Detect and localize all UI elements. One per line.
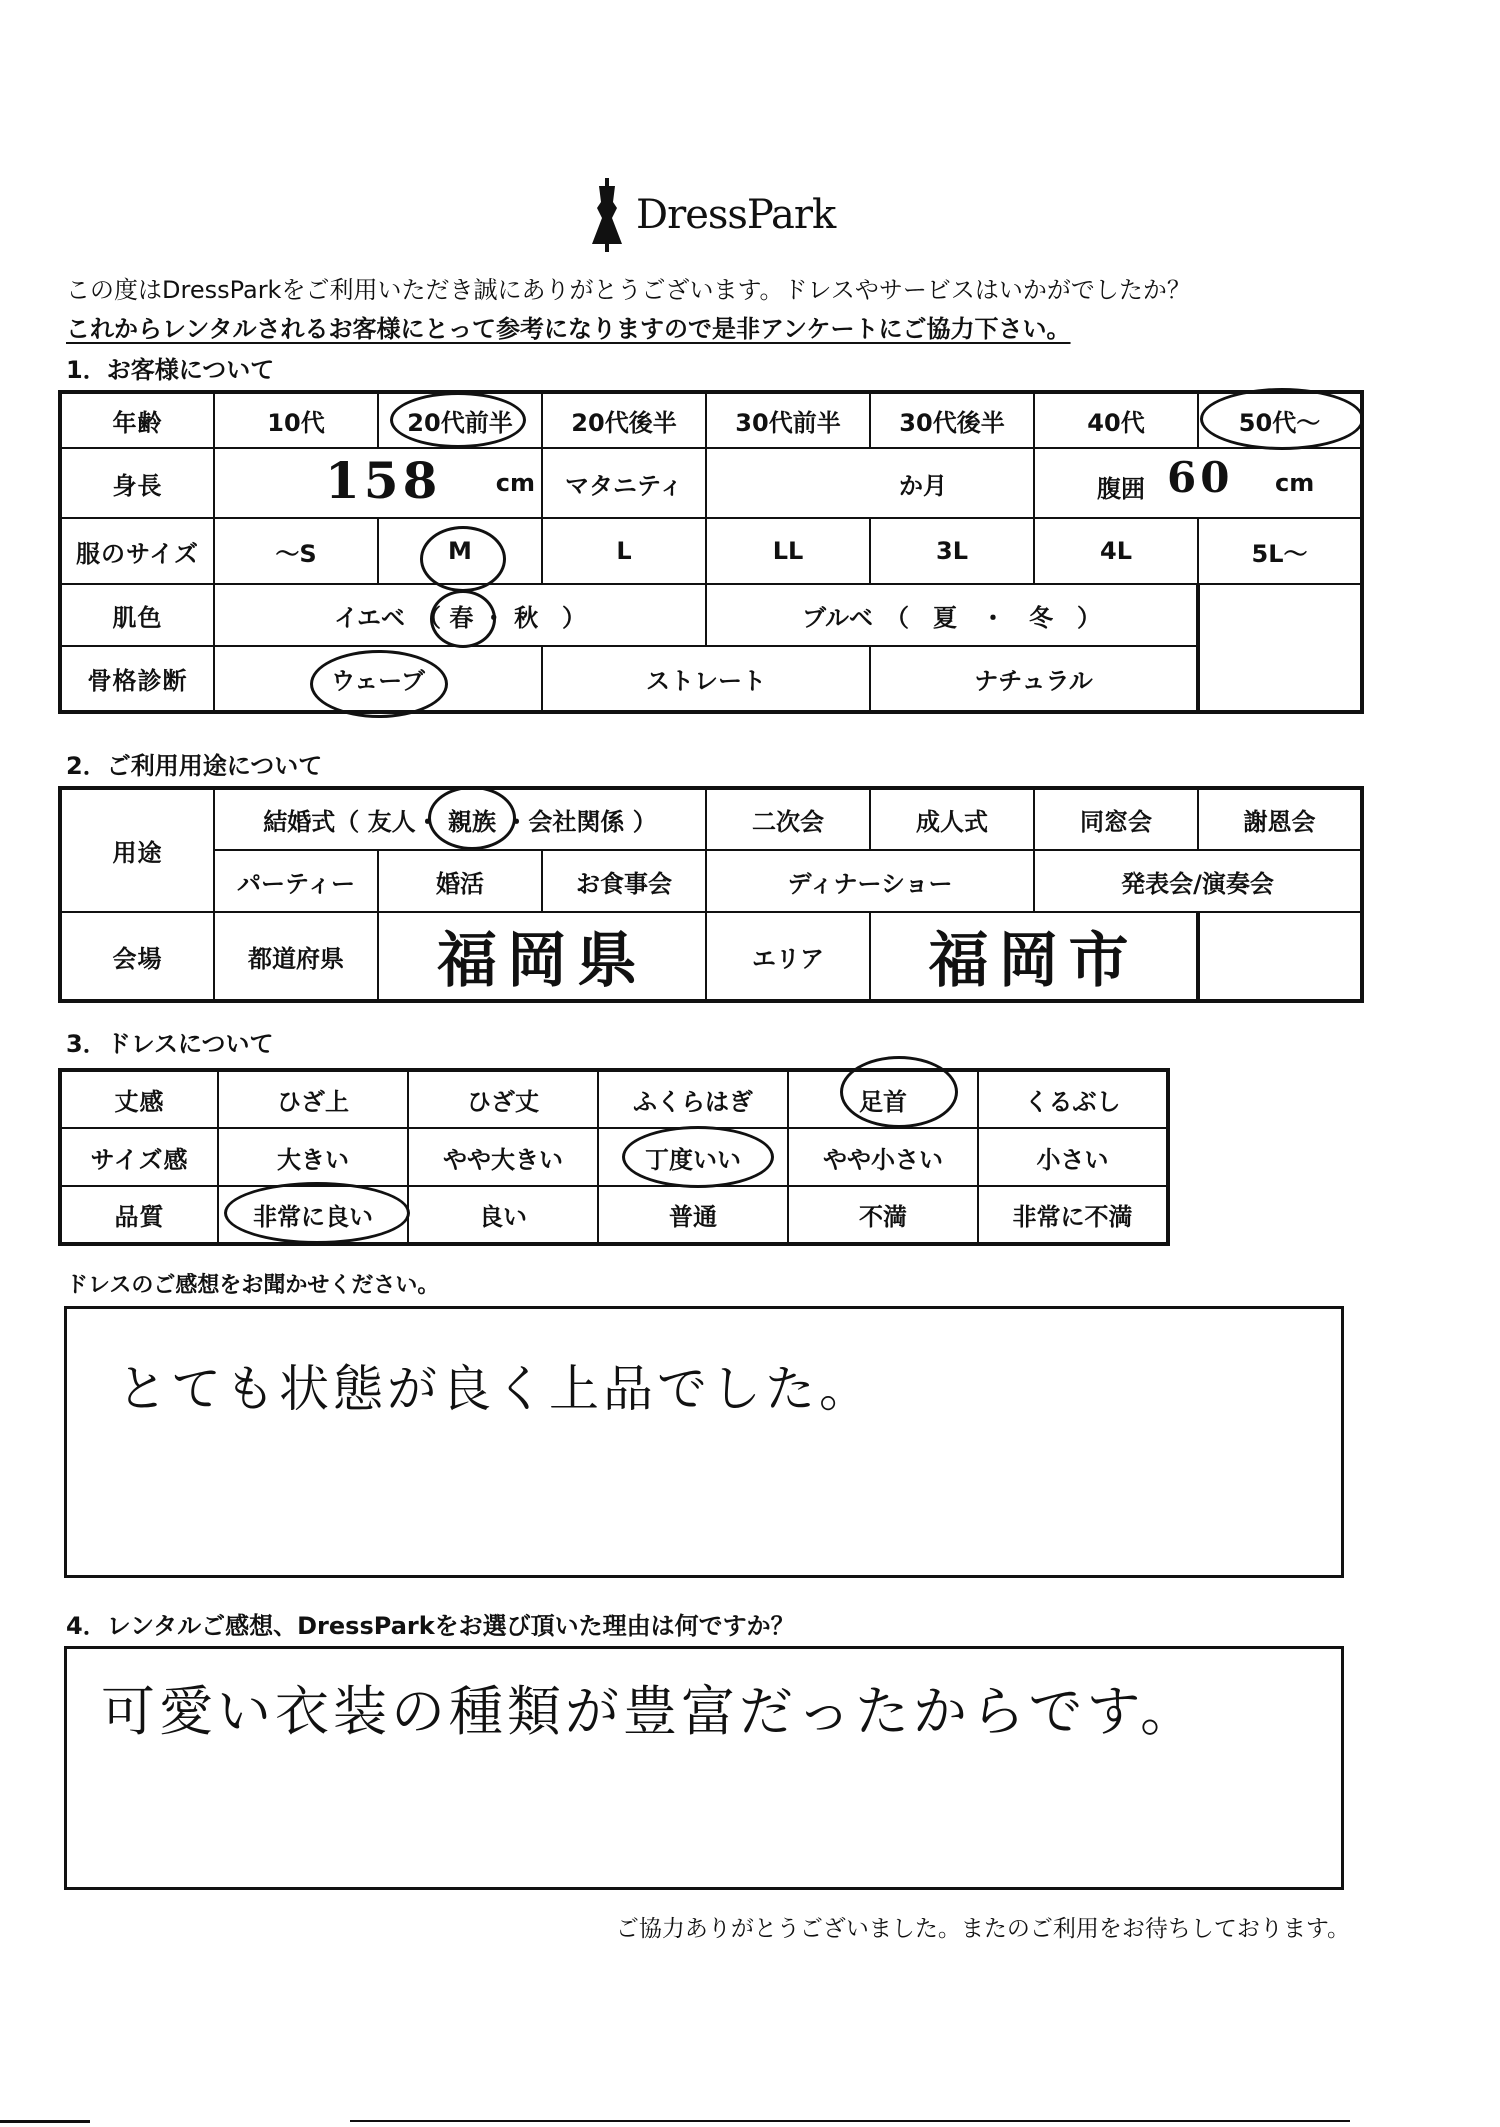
dress-comment-prompt: ドレスのご感想をお聞かせください。 bbox=[66, 1273, 440, 1298]
length-row bbox=[60, 1070, 1168, 1128]
size-option[interactable]: LL bbox=[706, 518, 870, 584]
purpose-row-2 bbox=[60, 850, 1362, 912]
yellow-base-label: イエベ （ bbox=[333, 603, 441, 632]
age-option-selected[interactable]: 20代前半 bbox=[378, 392, 542, 448]
length-option[interactable]: ふくらはぎ bbox=[598, 1070, 788, 1128]
age-label: 年齢 bbox=[60, 392, 214, 448]
purpose-table bbox=[58, 786, 1364, 1003]
purpose-option[interactable]: 婚活 bbox=[378, 850, 542, 912]
wedding-prefix: 結婚式（ 友人・ bbox=[263, 808, 440, 836]
dress-icon bbox=[590, 178, 624, 252]
frame-option-selected[interactable]: ウェーブ bbox=[214, 646, 542, 712]
fit-option-selected[interactable]: 丁度いい bbox=[598, 1128, 788, 1186]
age-option[interactable]: 30代後半 bbox=[870, 392, 1034, 448]
age-option[interactable]: 50代～ bbox=[1198, 392, 1362, 448]
height-label: 身長 bbox=[60, 448, 214, 518]
venue-label: 会場 bbox=[60, 912, 214, 1001]
purpose-option[interactable]: お食事会 bbox=[542, 850, 706, 912]
frame-label: 骨格診断 bbox=[60, 646, 214, 712]
length-option[interactable]: くるぶし bbox=[978, 1070, 1168, 1128]
maternity-field[interactable] bbox=[706, 448, 1034, 518]
wedding-suffix: ・会社関係 ） bbox=[504, 808, 657, 836]
size-option[interactable]: 4L bbox=[1034, 518, 1198, 584]
intro-line-2: これからレンタルされるお客様にとって参考になりますので是非アンケートにご協力下さい。 bbox=[66, 315, 1071, 343]
brand-logo bbox=[590, 170, 835, 260]
purpose-option[interactable]: ディナーショー bbox=[706, 850, 1034, 912]
maternity-label: マタニティ bbox=[542, 448, 706, 518]
purpose-option[interactable]: パーティー bbox=[214, 850, 378, 912]
purpose-option[interactable]: 同窓会 bbox=[1034, 788, 1198, 850]
footer-thanks: ご協力ありがとうございました。またのご利用をお待ちしております。 bbox=[615, 1916, 1350, 1942]
wedding-field[interactable] bbox=[214, 788, 706, 850]
area-value: 福岡市 bbox=[928, 926, 1139, 996]
age-option[interactable]: 40代 bbox=[1034, 392, 1198, 448]
waist-field[interactable] bbox=[1034, 448, 1362, 518]
quality-option[interactable]: 非常に不満 bbox=[978, 1186, 1168, 1244]
length-option[interactable]: ひざ上 bbox=[218, 1070, 408, 1128]
purpose-label: 用途 bbox=[60, 788, 214, 912]
dress-comment-box[interactable] bbox=[64, 1306, 1344, 1578]
waist-unit: cm bbox=[1275, 469, 1315, 497]
yellow-base-field[interactable] bbox=[214, 584, 706, 646]
height-field[interactable] bbox=[214, 448, 542, 518]
skin-dot: ・ bbox=[481, 603, 506, 632]
frame-row bbox=[60, 646, 1362, 712]
quality-option[interactable]: 良い bbox=[408, 1186, 598, 1244]
venue-row bbox=[60, 912, 1362, 1001]
quality-label: 品質 bbox=[60, 1186, 218, 1244]
prefecture-field[interactable] bbox=[378, 912, 706, 1001]
purpose-option[interactable]: 成人式 bbox=[870, 788, 1034, 850]
section-4-title: 4．レンタルご感想、DressParkをお選び頂いた理由は何ですか？ bbox=[66, 1612, 795, 1640]
age-option[interactable]: 20代後半 bbox=[542, 392, 706, 448]
reason-box[interactable] bbox=[64, 1646, 1344, 1890]
size-option[interactable]: 3L bbox=[870, 518, 1034, 584]
area-label: エリア bbox=[706, 912, 870, 1001]
fit-option[interactable]: やや大きい bbox=[408, 1128, 598, 1186]
purpose-option[interactable]: 二次会 bbox=[706, 788, 870, 850]
fit-option[interactable]: やや小さい bbox=[788, 1128, 978, 1186]
age-option[interactable]: 30代前半 bbox=[706, 392, 870, 448]
quality-option[interactable]: 不満 bbox=[788, 1186, 978, 1244]
section-2-title: 2．ご利用用途について bbox=[66, 752, 323, 780]
area-field[interactable] bbox=[870, 912, 1198, 1001]
height-unit: cm bbox=[495, 469, 535, 497]
purpose-option[interactable]: 発表会/演奏会 bbox=[1034, 850, 1362, 912]
skin-label: 肌色 bbox=[60, 584, 214, 646]
blue-base-field[interactable]: ブルベ （ 夏 ・ 冬 ） bbox=[706, 584, 1198, 646]
skin-spring-option[interactable]: 春 bbox=[449, 603, 474, 632]
wedding-relatives-option[interactable]: 親族 bbox=[448, 808, 496, 836]
brand-name: DressPark bbox=[636, 192, 836, 238]
skin-autumn-option[interactable]: 秋 ） bbox=[514, 603, 587, 632]
age-option[interactable]: 10代 bbox=[214, 392, 378, 448]
prefecture-label: 都道府県 bbox=[214, 912, 378, 1001]
fit-row bbox=[60, 1128, 1168, 1186]
empty-cell bbox=[1198, 646, 1362, 712]
customer-table bbox=[58, 390, 1364, 714]
empty-cell bbox=[1198, 912, 1362, 1001]
frame-option[interactable]: ナチュラル bbox=[870, 646, 1198, 712]
scan-edge-line bbox=[0, 2120, 90, 2123]
reason-text: 可愛い衣装の種類が豊富だったからです。 bbox=[101, 1680, 1199, 1743]
fit-option[interactable]: 小さい bbox=[978, 1128, 1168, 1186]
empty-cell bbox=[1198, 584, 1362, 646]
section-3-title: 3．ドレスについて bbox=[66, 1030, 274, 1058]
waist-value: 60 bbox=[1167, 453, 1234, 502]
waist-label: 腹囲 bbox=[1097, 475, 1145, 503]
fit-option[interactable]: 大きい bbox=[218, 1128, 408, 1186]
bottom-rule bbox=[350, 2120, 1350, 2122]
age-row bbox=[60, 392, 1362, 448]
size-option[interactable]: L bbox=[542, 518, 706, 584]
size-option[interactable]: 5L～ bbox=[1198, 518, 1362, 584]
frame-option[interactable]: ストレート bbox=[542, 646, 870, 712]
quality-row bbox=[60, 1186, 1168, 1244]
length-option[interactable]: ひざ丈 bbox=[408, 1070, 598, 1128]
length-option-selected[interactable]: 足首 bbox=[788, 1070, 978, 1128]
purpose-option[interactable]: 謝恩会 bbox=[1198, 788, 1362, 850]
size-option-selected[interactable]: M bbox=[378, 518, 542, 584]
height-value: 158 bbox=[325, 451, 442, 510]
size-row bbox=[60, 518, 1362, 584]
length-label: 丈感 bbox=[60, 1070, 218, 1128]
section-1-title: 1．お客様について bbox=[66, 356, 275, 384]
fit-label: サイズ感 bbox=[60, 1128, 218, 1186]
dress-comment-text: とても状態が良く上品でした。 bbox=[117, 1360, 873, 1418]
intro-line-1: この度はDressParkをご利用いただき誠にありがとうございます。ドレスやサービスはいかがでしたか？ bbox=[66, 276, 1191, 304]
size-option[interactable]: ～S bbox=[214, 518, 378, 584]
quality-option[interactable]: 普通 bbox=[598, 1186, 788, 1244]
height-row bbox=[60, 448, 1362, 518]
skin-row bbox=[60, 584, 1362, 646]
dress-table bbox=[58, 1068, 1170, 1246]
size-label: 服のサイズ bbox=[60, 518, 214, 584]
quality-option-selected[interactable]: 非常に良い bbox=[218, 1186, 408, 1244]
maternity-unit: か月 bbox=[899, 471, 947, 500]
prefecture-value: 福岡県 bbox=[437, 926, 647, 996]
purpose-row-1 bbox=[60, 788, 1362, 850]
